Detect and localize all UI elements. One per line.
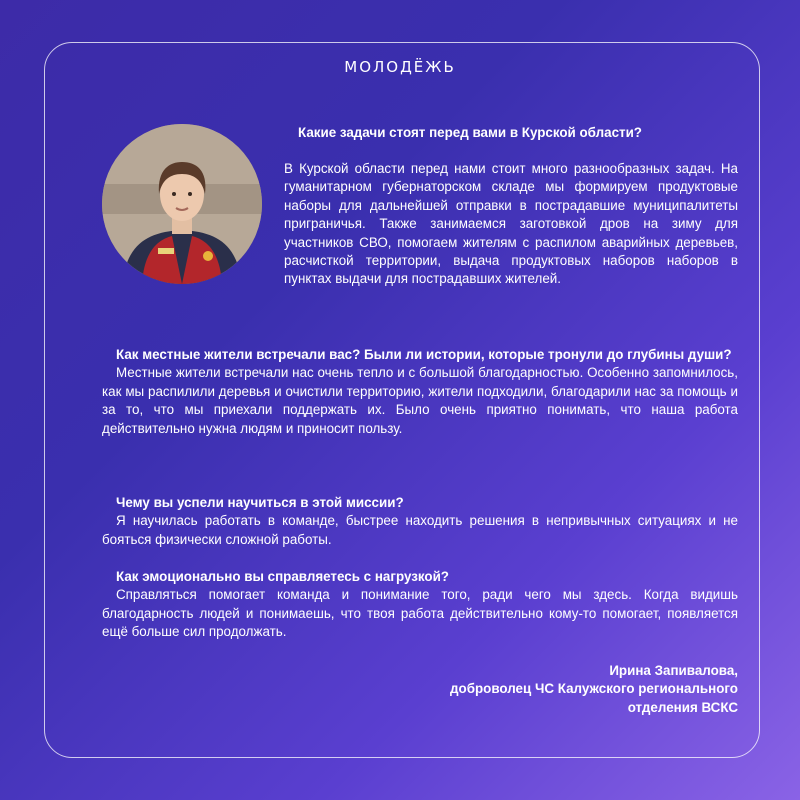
- question-4: Как эмоционально вы справляетесь с нагрузкой?: [116, 569, 449, 584]
- answer-2: Местные жители встречали нас очень тепло и с большой благодарностью. Особенно запомнилось, как мы распилили деревья и очистили территорию, жители подходили, благодарили нас за помощь и за то, что мы приехали поддержать их. Было очень приятно понимать, что наша работа действительно нужна людям и приносит пользу.: [102, 365, 738, 436]
- section-3: [102, 494, 738, 549]
- signature-role-line2: отделения ВСКС: [627, 699, 738, 715]
- section-4: [102, 568, 738, 642]
- question-3: Чему вы успели научиться в этой миссии?: [116, 495, 404, 510]
- section-1: [284, 124, 738, 142]
- answer-4: Справляться помогает команда и понимание того, ради чего мы здесь. Когда видишь благодарность людей и понимаешь, что твоя работа действительно кому-то помогает, появляется ещё больше сил продолжать.: [102, 587, 738, 640]
- answer-3: Я научилась работать в команде, быстрее находить решения в непривычных ситуациях и не бояться физически сложной работы.: [102, 513, 738, 547]
- brand-logo: МОЛОДЁЖЬ: [344, 58, 456, 76]
- answer-1-text: В Курской области перед нами стоит много разнообразных задач. На гуманитарном губернаторском складе мы формируем продуктовые наборы для дальнейшей отправки в пострадавшие муниципалитеты приграничья. Также занимаемся заготовкой дров на зиму для участников СВО, помогаем жителям с распилом аварийных деревьев, расчисткой территории, выдача продуктовых наборов наборов в пунктах выдачи для пострадавших жителей.: [284, 161, 738, 287]
- signature-role-line1: доброволец ЧС Калужского регионального: [450, 681, 738, 697]
- signature-name: Ирина Запивалова,: [609, 663, 738, 678]
- question-1: Какие задачи стоят перед вами в Курской области?: [298, 125, 642, 140]
- question-2: Как местные жители встречали вас? Были ли истории, которые тронули до глубины души?: [116, 347, 732, 362]
- answer-1-block: [102, 160, 738, 308]
- signature: [450, 662, 738, 717]
- section-2: [102, 346, 738, 438]
- answer-1: [102, 160, 738, 289]
- photo-wrap-spacer: [102, 160, 284, 308]
